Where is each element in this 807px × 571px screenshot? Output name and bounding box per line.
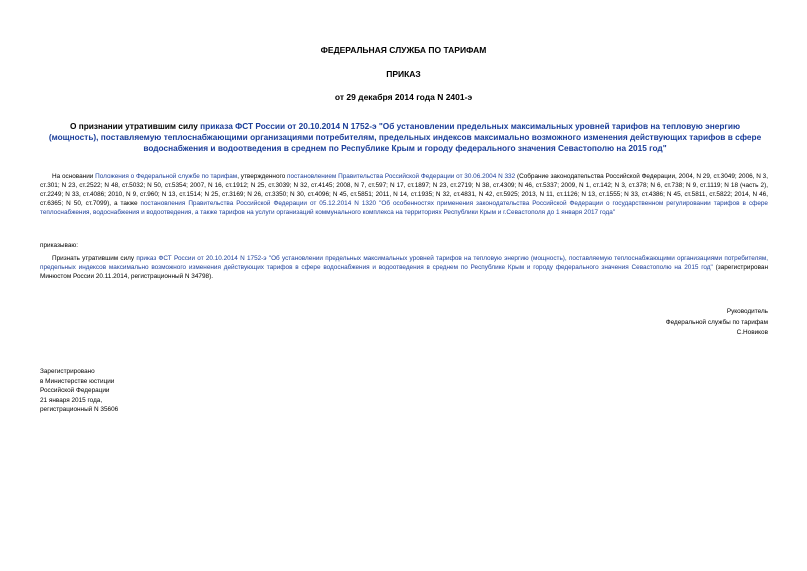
doc-type-heading: ПРИКАЗ	[386, 69, 421, 79]
doc-date-number: от 29 декабря 2014 года N 2401-э	[334, 92, 473, 102]
order-word: приказываю:	[40, 242, 78, 249]
basis-link-decree-1320[interactable]: постановления Правительства Российской Федерации от 05.12.2014 N 1320 "Об особенностях применения законодательства Российской Федерации о государственном регулировании тарифов в сфере теплоснабжения, водоснабжения и водоотведения, а также тарифов на услуги организаций коммунального комплекса на территориях Республики Крым и г.Севастополя до 1 января 2017 года"	[40, 200, 768, 216]
registration-line-5: регистрационный N 35606	[40, 406, 119, 413]
decision-text-1: Признать утратившим силу	[52, 255, 137, 262]
signature-title: Руководитель	[726, 308, 768, 315]
basis-text-1: На основании	[52, 173, 96, 180]
basis-link-regulation[interactable]: Положения о Федеральной службе по тарифам	[95, 173, 238, 180]
registration-line-3: Российской Федерации	[40, 387, 110, 394]
registration-line-2: в Министерстве юстиции	[40, 377, 115, 385]
basis-text-2: , утвержденного	[237, 173, 288, 180]
title-prefix: О признании утратившим силу	[69, 121, 201, 131]
registration-line-4: 21 января 2015 года,	[40, 396, 103, 404]
title-link[interactable]: приказа ФСТ России от 20.10.2014 N 1752-э "Об установлении предельных максимальных уровней тарифов на тепловую энергию (мощность), поставляемую теплоснабжающими организациями потребителям, предельных индексов максимально возможного изменения действующих тарифов в сфере водоснабжения и водоотведения в среднем по Республике Крым и городу федерального значения Севастополю на 2015 год"	[48, 121, 762, 153]
signature-name: С.Новиков	[736, 329, 768, 336]
signature-block	[500, 307, 768, 338]
signature-agency: Федеральной службы по тарифам	[665, 318, 768, 326]
registration-block	[40, 367, 118, 415]
document-title	[44, 121, 766, 154]
basis-text-3: (Собрание законодательства Российской Федерации, 2004, N 29, ст.3049; 2006, N 3, ст.301; N 23, ст.2522; N 48, ст.5032; N 50, ст.5354; 2007, N 16, ст.1912; N 25, ст.3039; N 32, ст.4145; 2008, N 7, ст.597; N 17, ст.1897; N 23, ст.2719; N 38, ст.4309; N 46, ст.5337; 2009, N 1, ст.142; N 3, ст.378; N 6, ст.738; N 9, ст.1119; N 18 (часть 2), ст.2249; N 33, ст.4086; 2010, N 9, ст.960; N 13, ст.1514; N 25, ст.3169; N 26, ст.3350; N 30, ст.4096; N 45, ст.5851; 2011, N 14, ст.1935; N 32, ст.4831, N 42, ст.5925; 2013, N 11, ст.1126; N 13, ст.1555; N 33, ст.4386; N 45, ст.5811, ст.5822; 2014, N 46, ст.6365; N 50, ст.7099), а также	[40, 173, 769, 207]
decision-link-order-1752[interactable]: приказ ФСТ России от 20.10.2014 N 1752-э "Об установлении предельных максимальных уровней тарифов на тепловую энергию (мощность), поставляемую теплоснабжающими организациями потребителям, предельных индексов максимально возможного изменения действующих тарифов в сфере водоснабжения и водоотведения в среднем по Республике Крым и городу федерального значения Севастополю на 2015 год"	[40, 255, 768, 271]
decision-text-2: (зарегистрирован Минюстом России 20.11.2014, регистрационный N 34798).	[40, 264, 768, 280]
decision-paragraph	[40, 254, 768, 281]
basis-paragraph	[40, 172, 768, 217]
registration-line-1: Зарегистрировано	[40, 368, 95, 375]
agency-heading: ФЕДЕРАЛЬНАЯ СЛУЖБА ПО ТАРИФАМ	[320, 45, 487, 55]
basis-link-decree-332[interactable]: постановлением Правительства Российской Федерации от 30.06.2004 N 332	[287, 173, 516, 180]
